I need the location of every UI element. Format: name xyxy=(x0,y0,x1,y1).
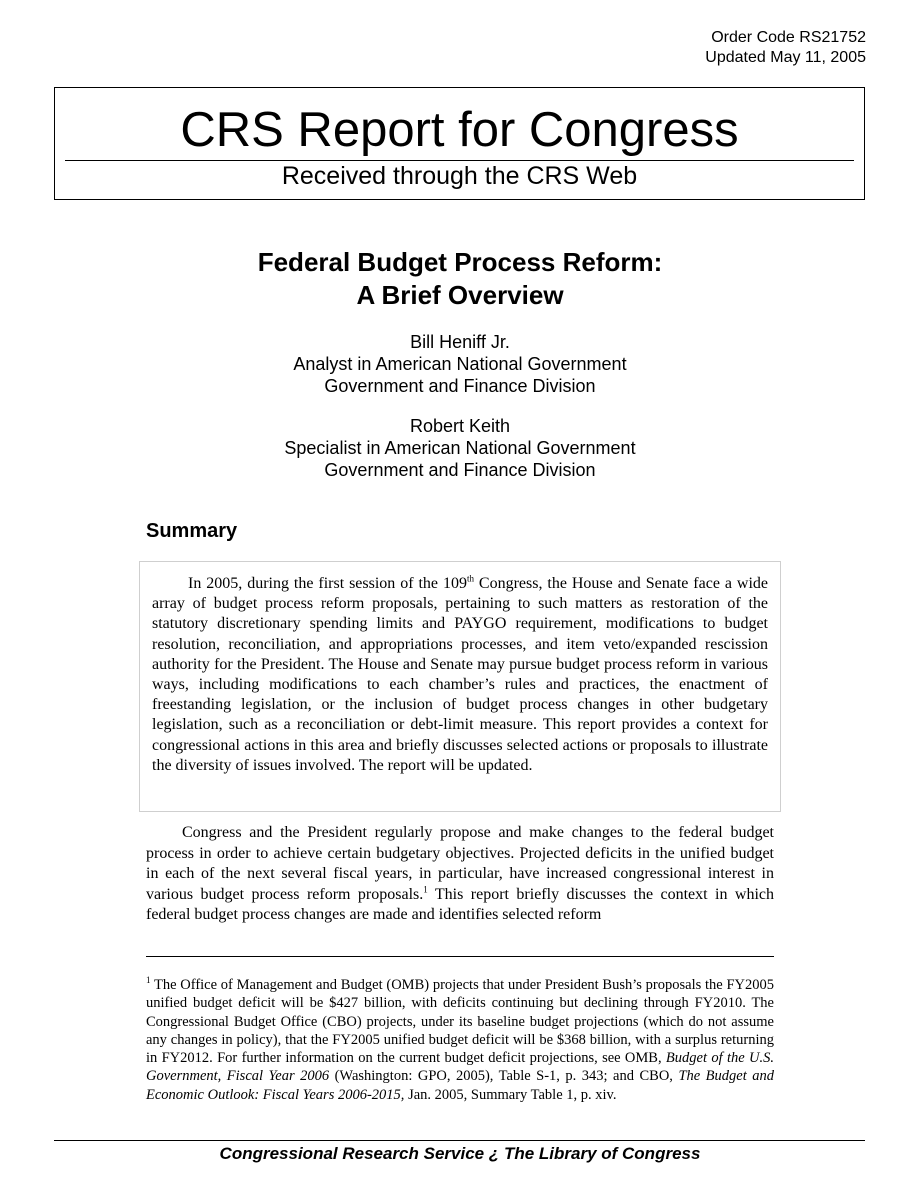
ordinal-suffix: th xyxy=(466,573,474,584)
author-division: Government and Finance Division xyxy=(324,460,596,480)
report-title-line2: A Brief Overview xyxy=(356,280,564,310)
report-title-line1: Federal Budget Process Reform: xyxy=(257,247,663,277)
summary-box xyxy=(139,561,781,812)
body-text-part1: Congress and the President regularly propose and make changes to the federal budget process in order to achieve certain budgetary objectives. Projected deficits in the unified budget in each of the next several fiscal years, in particular, have increased congressional interest in various budget process reform proposals. xyxy=(146,824,774,903)
summary-text-part2: Congress, the House and Senate face a wide array of budget process reform proposals, pertaining to such matters as restoration of the statutory discretionary spending limits and PAYGO requirement, modifications to budget resolution, reconciliation, and appropriations processes, and item veto/expanded rescission authority for the President. The House and Senate may pursue budget process reform in various ways, including modifications to each chamber’s rules and practices, the enactment of freestanding legislation, or the inclusion of budget process changes in other budgetary legislation, such as a reconciliation or debt-limit measure. This report provides a context for congressional actions in this area and briefly discusses selected actions or proposals to illustrate the diversity of issues involved. The report will be updated. xyxy=(152,575,768,774)
report-title xyxy=(0,246,920,312)
footnote-text-part1: The Office of Management and Budget (OMB) projects that under President Bush’s proposals the FY2005 unified budget deficit will be $427 billion, with deficits continuing but declining through FY2010. The Congressional Budget Office (CBO) projects, under its baseline budget projections (which do not assume any changes in policy), that the FY2005 unified budget deficit will be $368 billion, with a surplus returning in FY2012. For further information on the current budget deficit projections, see OMB, xyxy=(146,977,774,1067)
order-code-block xyxy=(705,28,866,68)
footnote-marker: 1 xyxy=(146,975,151,986)
author-block-2 xyxy=(0,415,920,481)
footnote-citation-cbo: The Budget and Economic Outlook: Fiscal Years 2006-2015, xyxy=(146,1068,774,1103)
footnote-reference[interactable]: 1 xyxy=(423,884,428,895)
order-code: Order Code RS21752 xyxy=(711,29,866,46)
summary-text-part1: In 2005, during the first session of the 109 xyxy=(188,575,467,592)
crs-banner xyxy=(54,87,865,200)
page-footer: Congressional Research Service ¿ The Library of Congress xyxy=(219,1144,701,1163)
footnote-text-part3: Jan. 2005, Summary Table 1, p. xiv. xyxy=(404,1086,617,1103)
summary-heading: Summary xyxy=(146,520,238,542)
author-name: Robert Keith xyxy=(409,416,511,436)
updated-date: Updated May 11, 2005 xyxy=(705,49,866,66)
author-division: Government and Finance Division xyxy=(324,376,596,396)
footnote-text-part2: (Washington: GPO, 2005), Table S-1, p. 343; and CBO, xyxy=(329,1068,679,1085)
author-position: Analyst in American National Government xyxy=(293,354,627,374)
author-name: Bill Heniff Jr. xyxy=(410,332,510,352)
summary-text xyxy=(152,574,768,776)
banner-title: CRS Report for Congress xyxy=(180,103,739,157)
footer-divider xyxy=(54,1140,865,1141)
footnote xyxy=(146,976,774,1104)
author-position: Specialist in American National Government xyxy=(284,438,636,458)
body-paragraph xyxy=(146,823,774,926)
footnote-citation-omb: Budget of the U.S. Government, Fiscal Year 2006 xyxy=(146,1050,774,1085)
footnote-divider xyxy=(146,956,774,957)
banner-subtitle: Received through the CRS Web xyxy=(281,162,638,190)
author-block-1 xyxy=(0,331,920,397)
body-text-part2: This report briefly discusses the context in which federal budget process changes are made and identifies selected reform xyxy=(146,885,774,923)
